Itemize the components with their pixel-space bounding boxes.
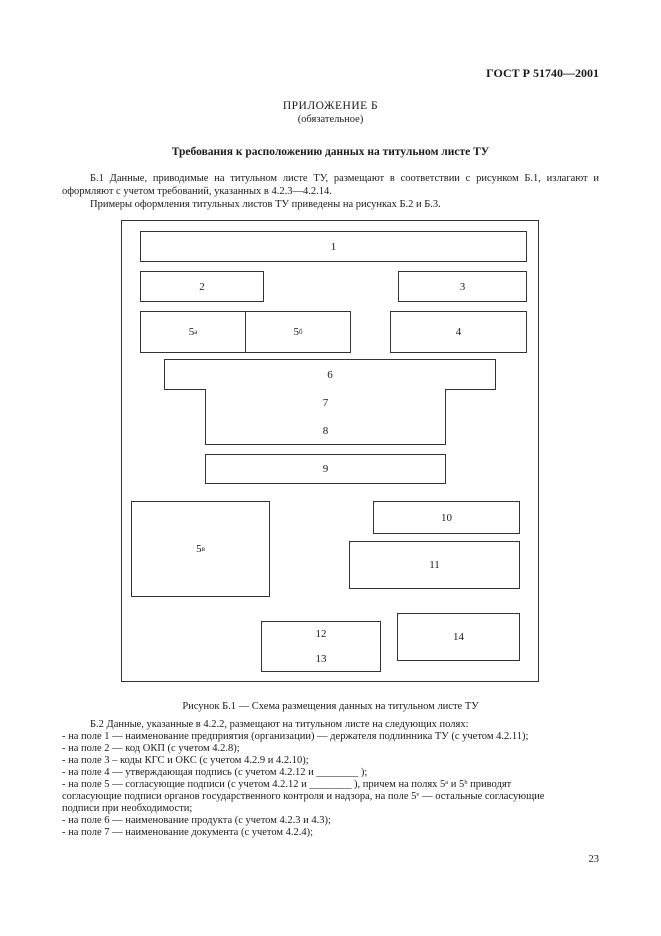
b2-intro: Б.2 Данные, указанные в 4.2.2, размещают на титульном листе на следующих полях:: [90, 719, 469, 730]
figure-caption: Рисунок Б.1 — Схема размещения данных на титульном листе ТУ: [182, 701, 479, 712]
field-12: 12: [261, 621, 381, 647]
field-14: 14: [397, 613, 520, 661]
paragraph-examples: Примеры оформления титульных листов ТУ приведены на рисунках Б.2 и Б.3.: [90, 199, 441, 210]
field-8: 8: [205, 417, 446, 445]
appendix-title: ПРИЛОЖЕНИЕ Б: [282, 100, 379, 112]
b2-item-5-end: подписи при необходимости;: [62, 803, 193, 814]
b2-item-2: - на поле 2 — код ОКП (с учетом 4.2.8);: [62, 743, 240, 754]
field-5v: 5 в: [131, 501, 270, 597]
field-7: 7: [205, 389, 446, 418]
page-number: 23: [588, 854, 599, 865]
b2-item-5-cont: согласующие подписи органов государственного контроля и надзора, на поле 5ᵛ — остальные согласующие: [62, 791, 545, 802]
b2-item-4: - на поле 4 — утверждающая подпись (с учетом 4.2.12 и ________ );: [62, 767, 368, 778]
field-10: 10: [373, 501, 520, 534]
b2-item-6: - на поле 6 — наименование продукта (с учетом 4.2.3 и 4.3);: [62, 815, 331, 826]
field-9: 9: [205, 454, 446, 484]
field-4: 4: [390, 311, 527, 353]
section-title: Требования к расположению данных на титульном листе ТУ: [171, 146, 490, 158]
field-13: 13: [261, 646, 381, 672]
field-5a: 5 а: [140, 311, 246, 353]
field-6: 6: [164, 359, 496, 390]
field-5b: 5 б: [245, 311, 351, 353]
field-11: 11: [349, 541, 520, 589]
b2-item-5: - на поле 5 — согласующие подписи (с учетом 4.2.12 и ________ ), причем на полях 5ᵃ и 5ᵇ приводят: [62, 779, 512, 790]
standard-id: ГОСТ Р 51740—2001: [486, 66, 599, 80]
appendix-subtitle: (обязательное): [297, 114, 364, 125]
paragraph-b1: Б.1 Данные, приводимые на титульном листе ТУ, размещают в соответствии с рисунком Б.1, излагают и оформляют с учетом требований, указанных в 4.2.3—4.2.14.: [62, 173, 599, 197]
field-3: 3: [398, 271, 527, 302]
field-2: 2: [140, 271, 264, 302]
b2-item-1: - на поле 1 — наименование предприятия (организации) — держателя подлинника ТУ (с учетом 4.2.11);: [62, 731, 529, 742]
b2-item-3: - на поле 3 – коды КГС и ОКС (с учетом 4.2.9 и 4.2.10);: [62, 755, 309, 766]
field-1: 1: [140, 231, 527, 262]
b2-item-7: - на поле 7 — наименование документа (с учетом 4.2.4);: [62, 827, 314, 838]
